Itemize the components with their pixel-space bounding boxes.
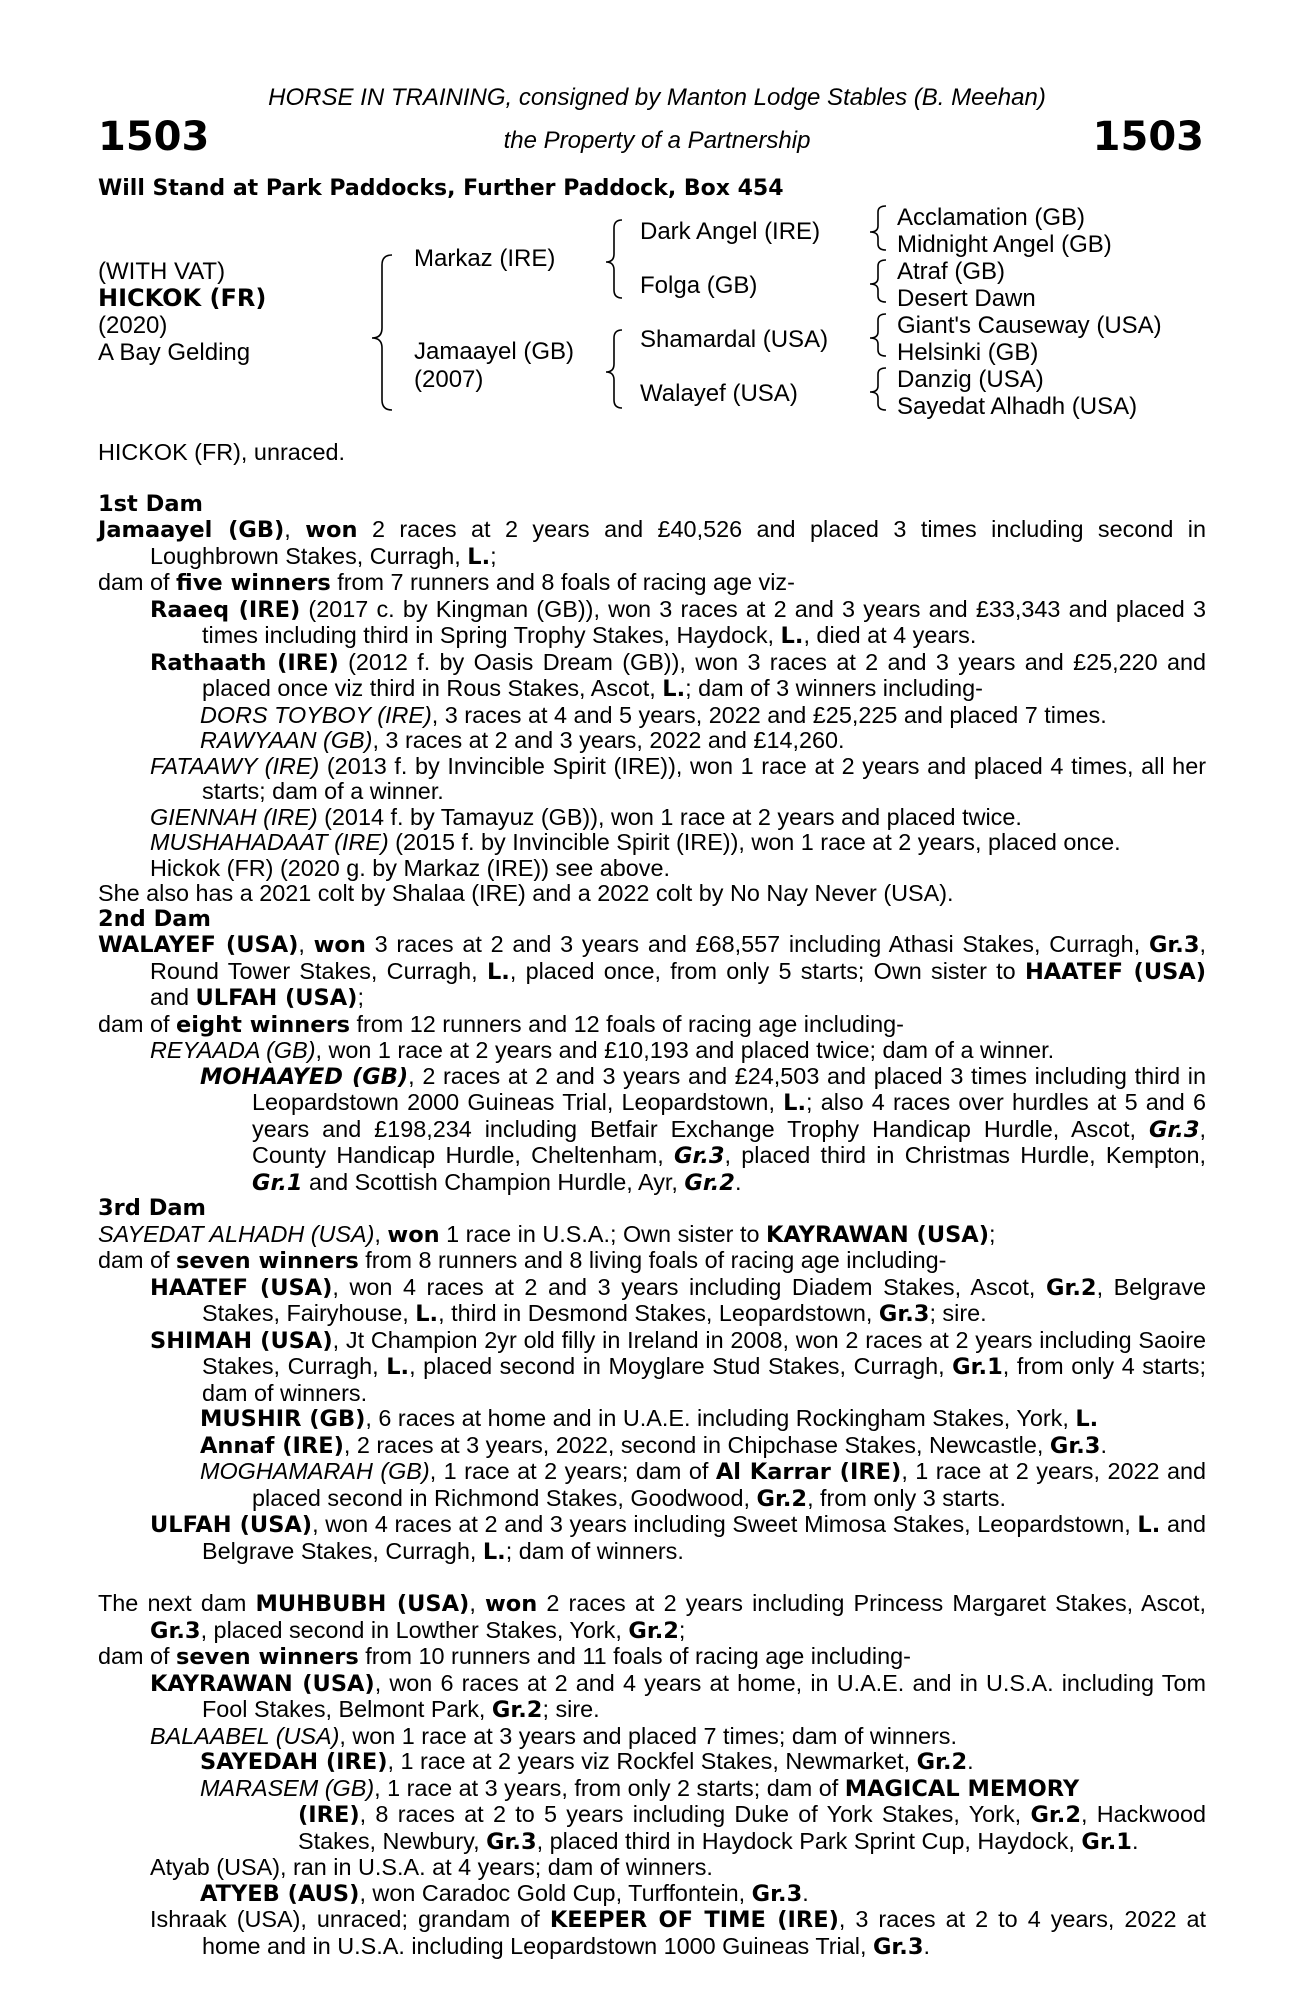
produce-balaabel: BALAABEL (USA), won 1 race at 3 years and placed 7 times; dam of winners. (150, 1722, 957, 1749)
third-dam-produce: dam of seven winners from 8 runners and 8 living foals of racing age including- (98, 1247, 947, 1274)
first-dam-young-stock: She also has a 2021 colt by Shalaa (IRE) and a 2022 colt by No Nay Never (USA). (98, 880, 954, 906)
first-dam-entry: Jamaayel (GB), won 2 races at 2 years and £40,526 and placed 3 times including second in Loughbrown Stakes, Curragh, L.; (98, 516, 1206, 570)
lot-number-right: 1503 (1092, 114, 1204, 160)
second-dam-heading: 2nd Dam (98, 905, 211, 932)
dam-sire: Shamardal (USA) (640, 326, 829, 353)
grandsire-1: Acclamation (GB) (897, 204, 1086, 231)
produce-marasem: MARASEM (GB), 1 race at 3 years, from only 2 starts; dam of MAGICAL MEMORY (200, 1774, 1080, 1802)
consignor-line: HORSE IN TRAINING, consigned by Manton Lodge Stables (B. Meehan) (268, 84, 1046, 111)
produce-ulfah: ULFAH (USA), won 4 races at 2 and 3 years including Sweet Mimosa Stakes, Leopardstown, L. and Belgrave Stakes, Curragh, L.; dam of winners. (150, 1511, 1206, 1565)
lot-number-left: 1503 (98, 114, 210, 160)
sire-sire: Dark Angel (IRE) (640, 218, 821, 245)
produce-hickok: Hickok (FR) (2020 g. by Markaz (IRE)) see above. (150, 854, 670, 881)
next-dam-produce: dam of seven winners from 10 runners and 11 foals of racing age including- (98, 1643, 911, 1670)
produce-reyaada: REYAADA (GB), won 1 race at 2 years and £10,193 and placed twice; dam of a winner. (150, 1037, 1055, 1063)
produce-rathaath: Rathaath (IRE) (2012 f. by Oasis Dream (GB)), won 3 races at 2 and 3 years and £25,220 and placed once viz third in Rous Stakes, Ascot, L.; dam of 3 winners including- (150, 648, 1207, 702)
produce-atyab: Atyab (USA), ran in U.S.A. at 4 years; dam of winners. (150, 1854, 713, 1880)
grandsire-5: Giant's Causeway (USA) (897, 312, 1162, 339)
horse-name: HICKOK (FR) (98, 284, 267, 312)
produce-dors-toyboy: DORS TOYBOY (IRE), 3 races at 4 and 5 years, 2022 and £25,225 and placed 7 times. (200, 701, 1107, 728)
produce-mushir: MUSHIR (GB), 6 races at home and in U.A.E. including Rockingham Stakes, York, L. (200, 1405, 1099, 1432)
property-line: the Property of a Partnership (503, 127, 811, 154)
first-dam-heading: 1st Dam (98, 490, 203, 517)
dam-dam: Walayef (USA) (640, 380, 798, 407)
horse-description: A Bay Gelding (98, 339, 251, 366)
third-dam-heading: 3rd Dam (98, 1195, 206, 1221)
granddam-2: Midnight Angel (GB) (897, 231, 1112, 258)
dam: Jamaayel (GB) (414, 338, 575, 365)
summary: HICKOK (FR), unraced. (98, 439, 345, 465)
stand-location: Will Stand at Park Paddocks, Further Paddock, Box 454 (98, 176, 784, 201)
produce-mushahadaat: MUSHAHADAAT (IRE) (2015 f. by Invincible Spirit (IRE)), won 1 race at 2 years, placed once. (150, 829, 1121, 855)
granddam-6: Helsinki (GB) (897, 339, 1039, 366)
catalogue-notes (98, 440, 1206, 1960)
granddam-8: Sayedat Alhadh (USA) (897, 393, 1138, 420)
grandsire-7: Danzig (USA) (897, 366, 1044, 393)
vat-note: (WITH VAT) (98, 258, 226, 285)
produce-rawyaan: RAWYAAN (GB), 3 races at 2 and 3 years, 2022 and £14,260. (200, 727, 845, 753)
second-dam-entry: WALAYEF (USA), won 3 races at 2 and 3 years and £68,557 including Athasi Stakes, Curragh, Gr.3, Round Tower Stakes, Curragh, L., placed once, from only 5 starts; Own sister to HAATEF (USA) and ULFAH (USA); (98, 931, 1206, 1011)
next-dam-entry: The next dam MUHBUBH (USA), won 2 races at 2 years including Princess Margaret Stakes, Ascot, Gr.3, placed second in Lowther Stakes, York, Gr.2; (98, 1590, 1207, 1644)
first-dam-produce: dam of five winners from 7 runners and 8 foals of racing age viz- (98, 569, 795, 596)
horse-year: (2020) (98, 312, 168, 339)
produce-mohaayed: MOHAAYED (GB), 2 races at 2 and 3 years and £24,503 and placed 3 times including third in Leopardstown 2000 Guineas Trial, Leopardstown, L.; also 4 races over hurdles at 5 and 6 years and £198,234 including Betfair Exchange Trophy Handicap Hurdle, Ascot, Gr.3, County Handicap Hurdle, Cheltenham, Gr.3, placed third in Christmas Hurdle, Kempton, Gr.1 and Scottish Champion Hurdle, Ayr, Gr.2. (200, 1062, 1206, 1196)
produce-haatef: HAATEF (USA), won 4 races at 2 and 3 years including Diadem Stakes, Ascot, Gr.2, Belgrave Stakes, Fairyhouse, L., third in Desmond Stakes, Leopardstown, Gr.3; sire. (150, 1273, 1206, 1327)
grandsire-3: Atraf (GB) (897, 258, 1006, 285)
second-dam-produce: dam of eight winners from 12 runners and 12 foals of racing age including- (98, 1010, 904, 1038)
granddam-4: Desert Dawn (897, 285, 1036, 312)
produce-annaf: Annaf (IRE), 2 races at 3 years, 2022, second in Chipchase Stakes, Newcastle, Gr.3. (200, 1431, 1107, 1459)
produce-ishraak: Ishraak (USA), unraced; grandam of KEEPER OF TIME (IRE), 3 races at 2 to 4 years, 2022 at home and in U.S.A. including Leopardstown 1000 Guineas Trial, Gr.3. (150, 1906, 1206, 1960)
produce-magical-memory: (IRE), 8 races at 2 to 5 years including Duke of York Stakes, York, Gr.2, Hackwood Stakes, Newbury, Gr.3, placed third in Haydock Park Sprint Cup, Haydock, Gr.1. (298, 1801, 1206, 1855)
sire-dam: Folga (GB) (640, 272, 758, 299)
sire: Markaz (IRE) (414, 245, 556, 272)
produce-moghamarah: MOGHAMARAH (GB), 1 race at 2 years; dam of Al Karrar (IRE), 1 race at 2 years, 2022 and placed second in Richmond Stakes, Goodwood, Gr.2, from only 3 starts. (200, 1458, 1207, 1512)
dam-year: (2007) (414, 366, 484, 393)
produce-raaeq: Raaeq (IRE) (2017 c. by Kingman (GB)), won 3 races at 2 and 3 years and £33,343 and placed 3 times including third in Spring Trophy Stakes, Haydock, L., died at 4 years. (150, 595, 1206, 649)
produce-giennah: GIENNAH (IRE) (2014 f. by Tamayuz (GB)), won 1 race at 2 years and placed twice. (150, 803, 1022, 830)
produce-kayrawan: KAYRAWAN (USA), won 6 races at 2 and 4 years at home, in U.A.E. and in U.S.A. including Tom Fool Stakes, Belmont Park, Gr.2; sire. (150, 1669, 1206, 1723)
produce-fataawy: FATAAWY (IRE) (2013 f. by Invincible Spirit (IRE)), won 1 race at 2 years and placed 4 times, all her starts; dam of a winner. (150, 752, 1206, 804)
produce-sayedah: SAYEDAH (IRE), 1 race at 2 years viz Rockfel Stakes, Newmarket, Gr.2. (200, 1748, 974, 1775)
produce-shimah: SHIMAH (USA), Jt Champion 2yr old filly in Ireland in 2008, won 2 races at 2 years including Saoire Stakes, Curragh, L., placed second in Moyglare Stud Stakes, Curragh, Gr.1, from only 4 starts; dam of winners. (150, 1326, 1206, 1406)
produce-atyeb: ATYEB (AUS), won Caradoc Gold Cup, Turffontein, Gr.3. (200, 1879, 809, 1907)
third-dam-entry: SAYEDAT ALHADH (USA), won 1 race in U.S.A.; Own sister to KAYRAWAN (USA); (98, 1220, 996, 1248)
